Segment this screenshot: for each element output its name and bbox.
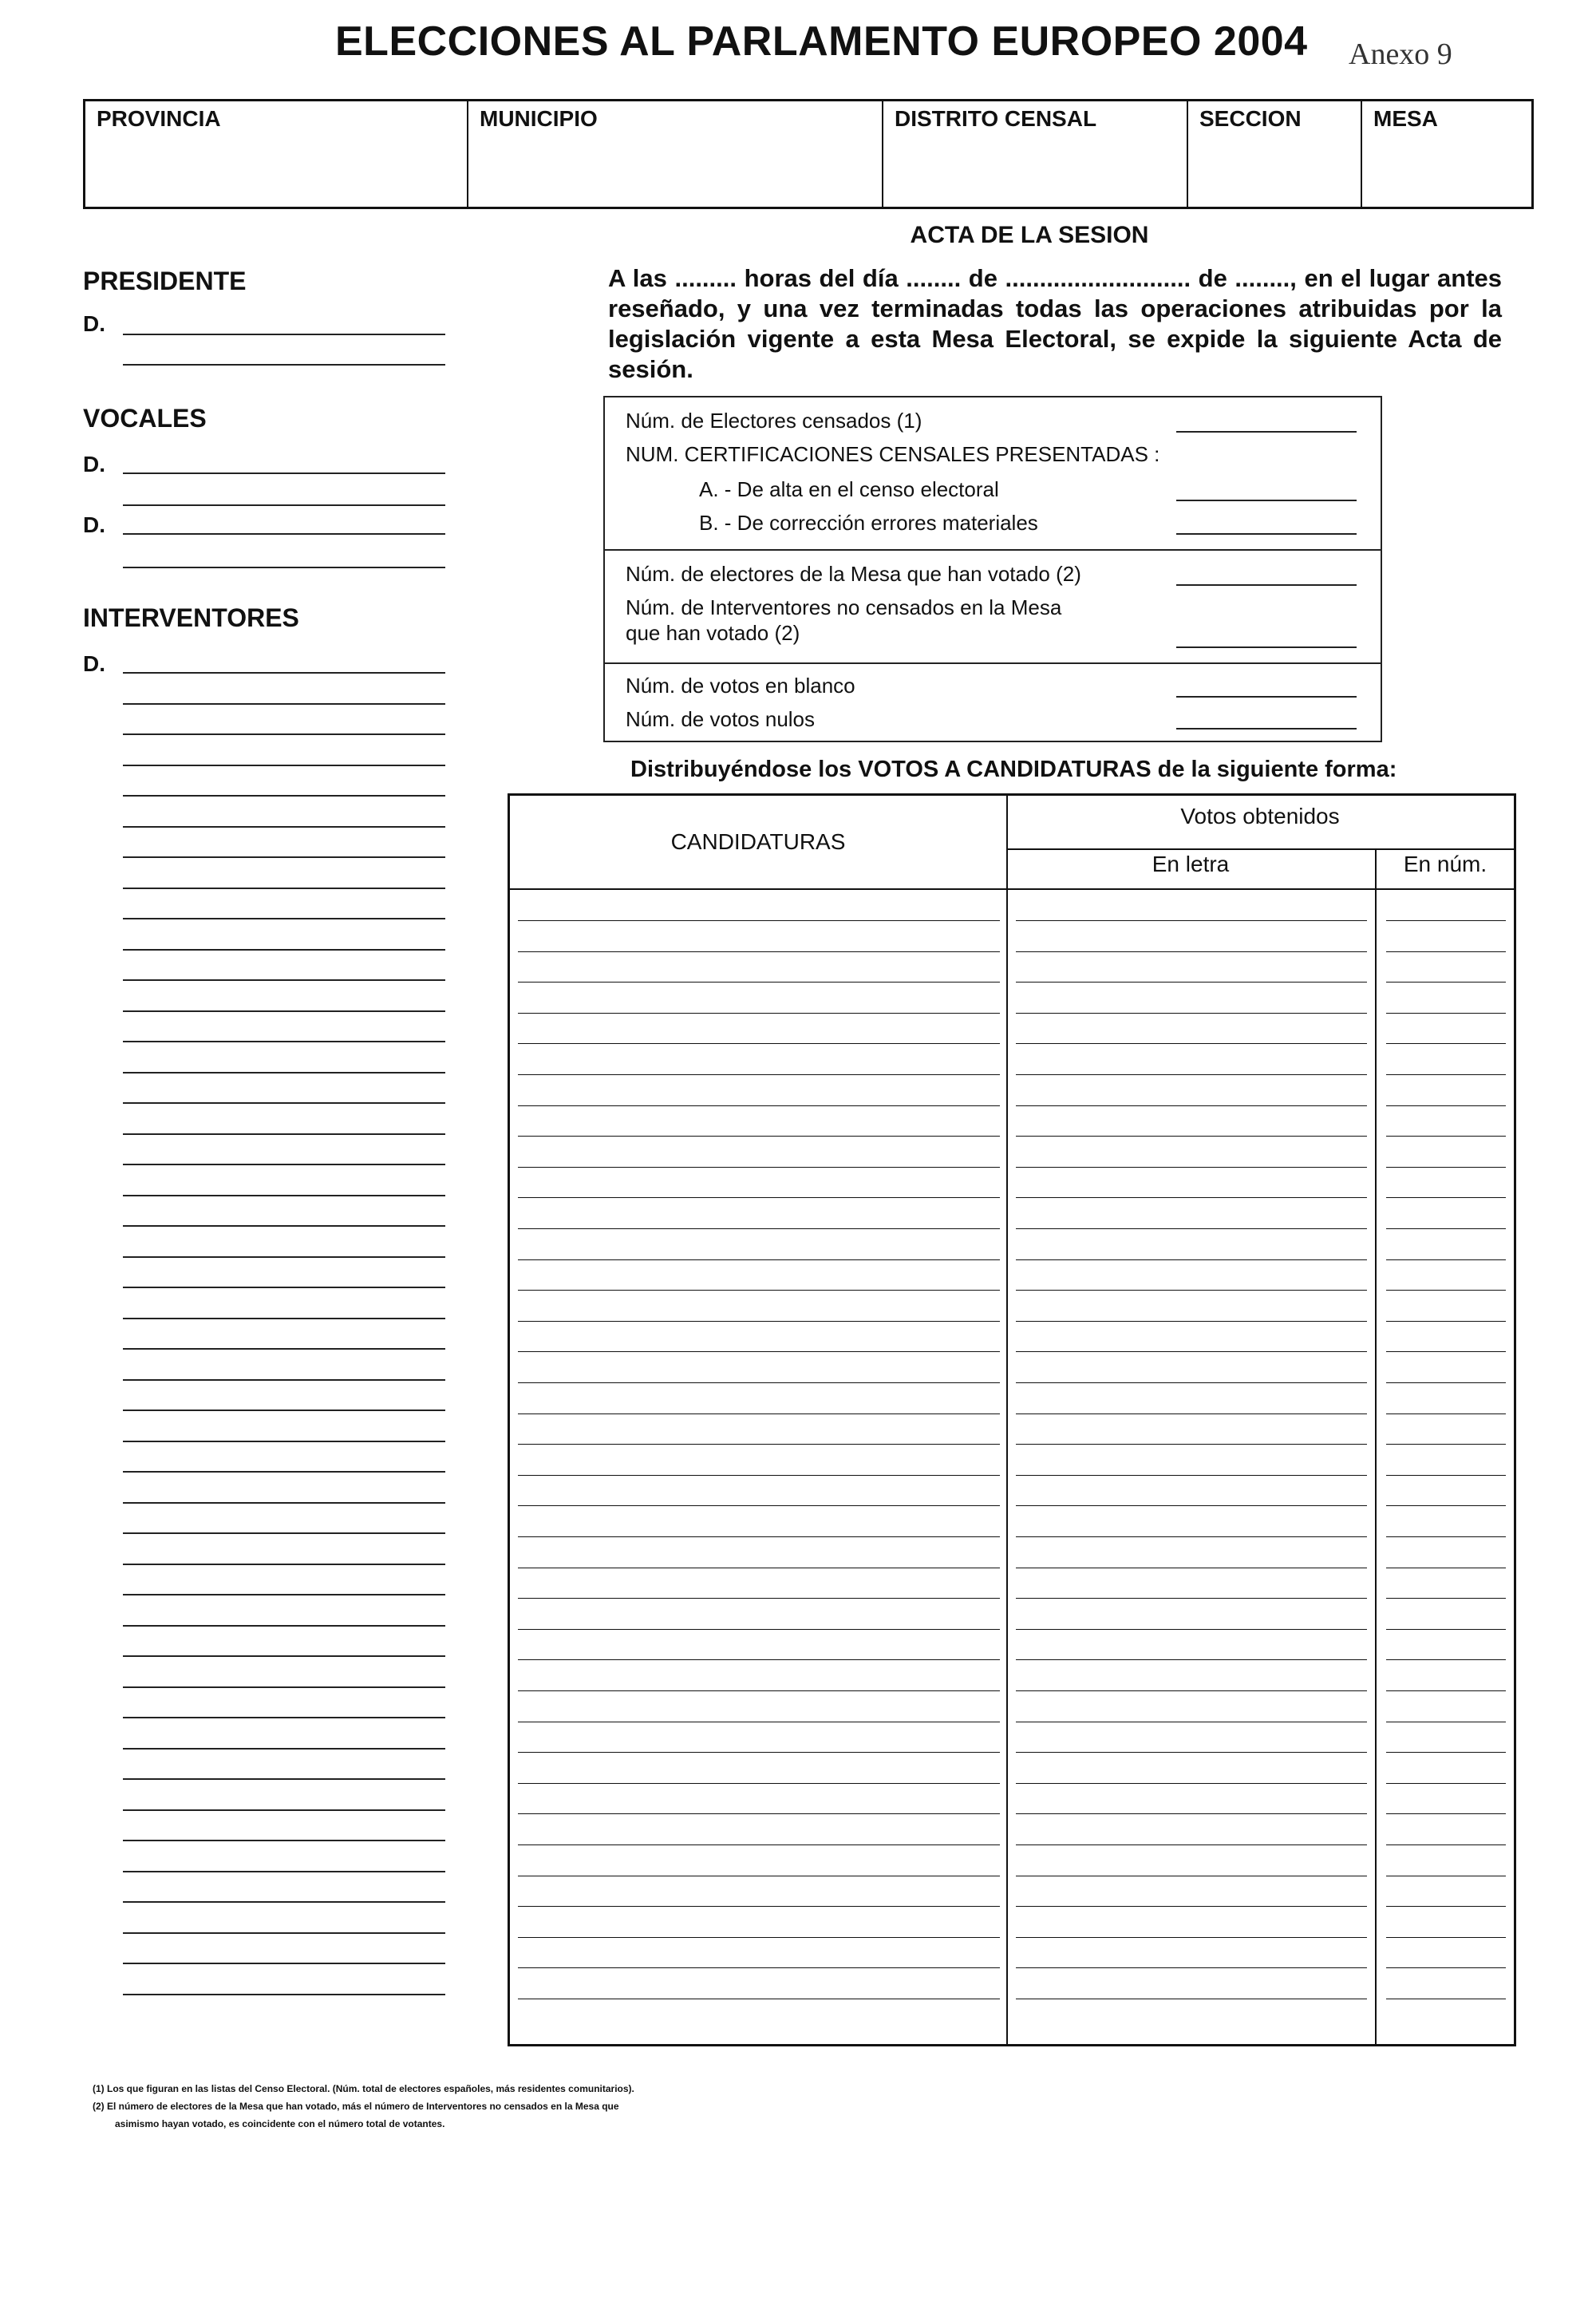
- vocal-2-d-label: D.: [83, 512, 105, 537]
- votos-num-line-11[interactable]: [1386, 1228, 1506, 1229]
- votos-num-line-24[interactable]: [1386, 1629, 1506, 1630]
- interventor-line-29[interactable]: [123, 1532, 445, 1534]
- col-votos-obtenidos: Votos obtenidos: [1180, 804, 1340, 828]
- candidatura-line-28[interactable]: [518, 1752, 1000, 1753]
- col-en-num: En núm.: [1403, 852, 1487, 876]
- acta-text: A las ......... horas del día ........ de ........................... de ........, en el lugar antes reseñado, y una vez terminadas todas las operaciones atribuidas por la legislación vigente a esta Mesa Electoral, se expide la siguiente Acta de sesión.: [608, 264, 1502, 383]
- interventor-line-26[interactable]: [123, 1441, 445, 1442]
- presidente-d-label: D.: [83, 311, 105, 336]
- interventores-votado-label-1: Núm. de Interventores no censados en la Mesa: [626, 595, 1062, 619]
- candidatura-line-15[interactable]: [518, 1351, 1000, 1352]
- votos-letra-line-14[interactable]: [1016, 1321, 1367, 1322]
- presidente-line-2[interactable]: [123, 364, 445, 366]
- interventor-line-28[interactable]: [123, 1502, 445, 1504]
- interventores-d-label: D.: [83, 651, 105, 676]
- footnotes: [93, 2080, 851, 2133]
- interventor-line-22[interactable]: [123, 1318, 445, 1319]
- interventor-line-18[interactable]: [123, 1195, 445, 1196]
- vocales-label: VOCALES: [83, 404, 207, 433]
- cand-col-divider-1: [1006, 796, 1008, 2044]
- interventor-line-7[interactable]: [123, 856, 445, 858]
- candidatura-line-19[interactable]: [518, 1475, 1000, 1476]
- candidatura-line-35[interactable]: [518, 1967, 1000, 1968]
- interventor-line-19[interactable]: [123, 1225, 445, 1227]
- votos-letra-line-1[interactable]: [1016, 920, 1367, 921]
- interventor-line-1[interactable]: [123, 672, 445, 674]
- interventor-line-31[interactable]: [123, 1594, 445, 1595]
- interventor-line-36[interactable]: [123, 1748, 445, 1750]
- votos-letra-line-20[interactable]: [1016, 1505, 1367, 1506]
- votos-num-line-19[interactable]: [1386, 1475, 1506, 1476]
- votos-num-line-1[interactable]: [1386, 920, 1506, 921]
- vocal-1-d-label: D.: [83, 452, 105, 476]
- interventor-line-17[interactable]: [123, 1164, 445, 1165]
- interventor-line-25[interactable]: [123, 1410, 445, 1411]
- footnote-2-cont: asimismo hayan votado, es coincidente con el número total de votantes.: [115, 2118, 445, 2129]
- votos-num-line-21[interactable]: [1386, 1536, 1506, 1537]
- field-provincia[interactable]: PROVINCIA: [85, 101, 468, 207]
- candidatura-line-9[interactable]: [518, 1167, 1000, 1168]
- votos-letra-line-11[interactable]: [1016, 1228, 1367, 1229]
- summary-divider-2: [605, 662, 1381, 664]
- interventor-line-44[interactable]: [123, 1994, 445, 1995]
- votos-letra-line-9[interactable]: [1016, 1167, 1367, 1168]
- votos-num-line-5[interactable]: [1386, 1043, 1506, 1044]
- field-municipio[interactable]: MUNICIPIO: [468, 101, 883, 207]
- interventor-line-10[interactable]: [123, 949, 445, 951]
- votos-num-line-28[interactable]: [1386, 1752, 1506, 1753]
- candidatura-line-2[interactable]: [518, 951, 1000, 952]
- interventor-line-30[interactable]: [123, 1564, 445, 1565]
- votos-letra-line-23[interactable]: [1016, 1598, 1367, 1599]
- candidatura-line-10[interactable]: [518, 1197, 1000, 1198]
- candidatura-line-25[interactable]: [518, 1659, 1000, 1660]
- interventor-line-16[interactable]: [123, 1133, 445, 1135]
- interventor-line-27[interactable]: [123, 1471, 445, 1473]
- votos-num-line-25[interactable]: [1386, 1659, 1506, 1660]
- candidatura-line-12[interactable]: [518, 1259, 1000, 1260]
- votos-letra-line-26[interactable]: [1016, 1690, 1367, 1691]
- votos-num-line-23[interactable]: [1386, 1598, 1506, 1599]
- candidaturas-table: [508, 793, 1516, 2046]
- votos-letra-line-24[interactable]: [1016, 1629, 1367, 1630]
- votos-blanco-label: Núm. de votos en blanco: [626, 674, 855, 698]
- interventor-line-35[interactable]: [123, 1717, 445, 1718]
- votos-num-line-4[interactable]: [1386, 1013, 1506, 1014]
- interventor-line-43[interactable]: [123, 1963, 445, 1964]
- votos-letra-line-12[interactable]: [1016, 1259, 1367, 1260]
- candidatura-line-34[interactable]: [518, 1937, 1000, 1938]
- interventor-line-33[interactable]: [123, 1655, 445, 1657]
- votos-num-line-6[interactable]: [1386, 1074, 1506, 1075]
- interventor-line-2[interactable]: [123, 703, 445, 705]
- votos-letra-line-33[interactable]: [1016, 1906, 1367, 1907]
- distribution-heading: Distribuyéndose los VOTOS A CANDIDATURAS de la siguiente forma:: [630, 757, 1397, 782]
- candidatura-line-11[interactable]: [518, 1228, 1000, 1229]
- field-distrito-censal[interactable]: DISTRITO CENSAL: [883, 101, 1188, 207]
- interventores-votado-field[interactable]: [1176, 646, 1357, 648]
- votos-num-line-35[interactable]: [1386, 1967, 1506, 1968]
- candidatura-line-26[interactable]: [518, 1690, 1000, 1691]
- votos-letra-line-34[interactable]: [1016, 1937, 1367, 1938]
- summary-divider-1: [605, 549, 1381, 551]
- interventores-label: INTERVENTORES: [83, 603, 299, 632]
- interventor-line-11[interactable]: [123, 979, 445, 981]
- candidatura-line-21[interactable]: [518, 1536, 1000, 1537]
- votos-num-line-14[interactable]: [1386, 1321, 1506, 1322]
- votos-num-line-30[interactable]: [1386, 1813, 1506, 1814]
- interventor-line-4[interactable]: [123, 765, 445, 766]
- votos-num-line-15[interactable]: [1386, 1351, 1506, 1352]
- alta-field[interactable]: [1176, 500, 1357, 501]
- votos-num-line-8[interactable]: [1386, 1136, 1506, 1137]
- candidatura-line-33[interactable]: [518, 1906, 1000, 1907]
- candidatura-line-6[interactable]: [518, 1074, 1000, 1075]
- votos-letra-line-13[interactable]: [1016, 1290, 1367, 1291]
- electores-censados-field[interactable]: [1176, 431, 1357, 433]
- votos-num-line-9[interactable]: [1386, 1167, 1506, 1168]
- cand-header-bottom: [510, 888, 1514, 890]
- candidatura-line-30[interactable]: [518, 1813, 1000, 1814]
- candidatura-line-7[interactable]: [518, 1105, 1000, 1106]
- electores-censados-label: Núm. de Electores censados (1): [626, 409, 922, 433]
- correccion-label: B. - De corrección errores materiales: [699, 511, 1038, 535]
- interventor-line-32[interactable]: [123, 1625, 445, 1627]
- candidatura-line-5[interactable]: [518, 1043, 1000, 1044]
- candidatura-line-1[interactable]: [518, 920, 1000, 921]
- votos-subheader-line: [1006, 848, 1514, 850]
- interventor-line-3[interactable]: [123, 733, 445, 735]
- electores-votado-label: Núm. de electores de la Mesa que han votado (2): [626, 562, 1081, 586]
- vocal-1-line-1[interactable]: [123, 472, 445, 474]
- votos-letra-line-4[interactable]: [1016, 1013, 1367, 1014]
- votos-letra-line-5[interactable]: [1016, 1043, 1367, 1044]
- votos-letra-line-25[interactable]: [1016, 1659, 1367, 1660]
- alta-label: A. - De alta en el censo electoral: [699, 477, 999, 501]
- annex-label: Anexo 9: [1349, 38, 1452, 71]
- votos-num-line-20[interactable]: [1386, 1505, 1506, 1506]
- presidente-line-1[interactable]: [123, 334, 445, 335]
- interventor-line-5[interactable]: [123, 795, 445, 797]
- votos-nulos-field[interactable]: [1176, 728, 1357, 729]
- interventor-line-24[interactable]: [123, 1379, 445, 1381]
- interventor-line-6[interactable]: [123, 826, 445, 828]
- votos-letra-line-19[interactable]: [1016, 1475, 1367, 1476]
- votos-letra-line-10[interactable]: [1016, 1197, 1367, 1198]
- votos-blanco-field[interactable]: [1176, 696, 1357, 698]
- votos-letra-line-21[interactable]: [1016, 1536, 1367, 1537]
- document-title: ELECCIONES AL PARLAMENTO EUROPEO 2004: [335, 18, 1308, 65]
- votos-letra-line-8[interactable]: [1016, 1136, 1367, 1137]
- votos-num-line-2[interactable]: [1386, 951, 1506, 952]
- candidatura-line-13[interactable]: [518, 1290, 1000, 1291]
- certificaciones-label: NUM. CERTIFICACIONES CENSALES PRESENTADAS :: [626, 442, 1160, 466]
- interventor-line-20[interactable]: [123, 1256, 445, 1258]
- interventor-line-8[interactable]: [123, 888, 445, 889]
- presidente-label: PRESIDENTE: [83, 267, 247, 295]
- candidatura-line-23[interactable]: [518, 1598, 1000, 1599]
- votos-num-line-12[interactable]: [1386, 1259, 1506, 1260]
- interventor-line-21[interactable]: [123, 1287, 445, 1288]
- vocal-2-line-1[interactable]: [123, 533, 445, 535]
- interventor-line-40[interactable]: [123, 1871, 445, 1872]
- votos-letra-line-28[interactable]: [1016, 1752, 1367, 1753]
- votos-num-line-34[interactable]: [1386, 1937, 1506, 1938]
- votos-letra-line-3[interactable]: [1016, 982, 1367, 983]
- candidatura-line-4[interactable]: [518, 1013, 1000, 1014]
- correccion-field[interactable]: [1176, 533, 1357, 535]
- votos-num-line-3[interactable]: [1386, 982, 1506, 983]
- field-seccion[interactable]: SECCION: [1188, 101, 1362, 207]
- cand-col-divider-2: [1375, 848, 1377, 2044]
- vote-summary-box: [603, 396, 1382, 742]
- votos-nulos-label: Núm. de votos nulos: [626, 707, 816, 731]
- candidatura-line-29[interactable]: [518, 1783, 1000, 1784]
- vocal-1-line-2[interactable]: [123, 504, 445, 506]
- candidatura-line-3[interactable]: [518, 982, 1000, 983]
- interventor-line-12[interactable]: [123, 1010, 445, 1012]
- interventor-line-14[interactable]: [123, 1072, 445, 1073]
- votos-num-line-13[interactable]: [1386, 1290, 1506, 1291]
- votos-letra-line-31[interactable]: [1016, 1844, 1367, 1845]
- interventor-line-39[interactable]: [123, 1840, 445, 1841]
- votos-num-line-26[interactable]: [1386, 1690, 1506, 1691]
- col-en-letra: En letra: [1152, 852, 1230, 876]
- interventor-line-42[interactable]: [123, 1932, 445, 1934]
- votos-letra-line-18[interactable]: [1016, 1444, 1367, 1445]
- interventor-line-41[interactable]: [123, 1901, 445, 1903]
- interventor-line-15[interactable]: [123, 1102, 445, 1104]
- field-mesa[interactable]: MESA: [1373, 106, 1438, 131]
- col-candidaturas: CANDIDATURAS: [670, 829, 846, 854]
- candidatura-line-14[interactable]: [518, 1321, 1000, 1322]
- vocal-2-line-2[interactable]: [123, 567, 445, 568]
- votos-letra-line-7[interactable]: [1016, 1105, 1367, 1106]
- electores-votado-field[interactable]: [1176, 584, 1357, 586]
- votos-letra-line-16[interactable]: [1016, 1382, 1367, 1383]
- candidatura-line-31[interactable]: [518, 1844, 1000, 1845]
- interventores-votado-label-2: que han votado (2): [626, 621, 800, 645]
- votos-letra-line-30[interactable]: [1016, 1813, 1367, 1814]
- votos-num-line-10[interactable]: [1386, 1197, 1506, 1198]
- interventor-line-38[interactable]: [123, 1809, 445, 1811]
- votos-letra-line-6[interactable]: [1016, 1074, 1367, 1075]
- votos-letra-line-2[interactable]: [1016, 951, 1367, 952]
- votos-num-line-29[interactable]: [1386, 1783, 1506, 1784]
- votos-num-line-16[interactable]: [1386, 1382, 1506, 1383]
- acta-title: ACTA DE LA SESION: [910, 222, 1149, 248]
- votos-num-line-7[interactable]: [1386, 1105, 1506, 1106]
- interventor-line-37[interactable]: [123, 1778, 445, 1780]
- footnote-1: (1) Los que figuran en las listas del Censo Electoral. (Núm. total de electores españoles, más residentes comunitarios).: [93, 2083, 634, 2094]
- interventor-line-34[interactable]: [123, 1686, 445, 1688]
- votos-num-line-31[interactable]: [1386, 1844, 1506, 1845]
- location-header-table: [83, 99, 1534, 209]
- candidatura-line-16[interactable]: [518, 1382, 1000, 1383]
- candidatura-line-18[interactable]: [518, 1444, 1000, 1445]
- candidatura-line-8[interactable]: [518, 1136, 1000, 1137]
- interventor-line-13[interactable]: [123, 1041, 445, 1042]
- votos-letra-line-15[interactable]: [1016, 1351, 1367, 1352]
- votos-letra-line-29[interactable]: [1016, 1783, 1367, 1784]
- candidatura-line-20[interactable]: [518, 1505, 1000, 1506]
- candidatura-line-24[interactable]: [518, 1629, 1000, 1630]
- votos-num-line-33[interactable]: [1386, 1906, 1506, 1907]
- interventor-line-23[interactable]: [123, 1348, 445, 1350]
- votos-num-line-18[interactable]: [1386, 1444, 1506, 1445]
- interventor-line-9[interactable]: [123, 918, 445, 919]
- votos-letra-line-35[interactable]: [1016, 1967, 1367, 1968]
- footnote-2: (2) El número de electores de la Mesa que han votado, más el número de Interventores no censados en la Mesa que: [93, 2101, 619, 2112]
